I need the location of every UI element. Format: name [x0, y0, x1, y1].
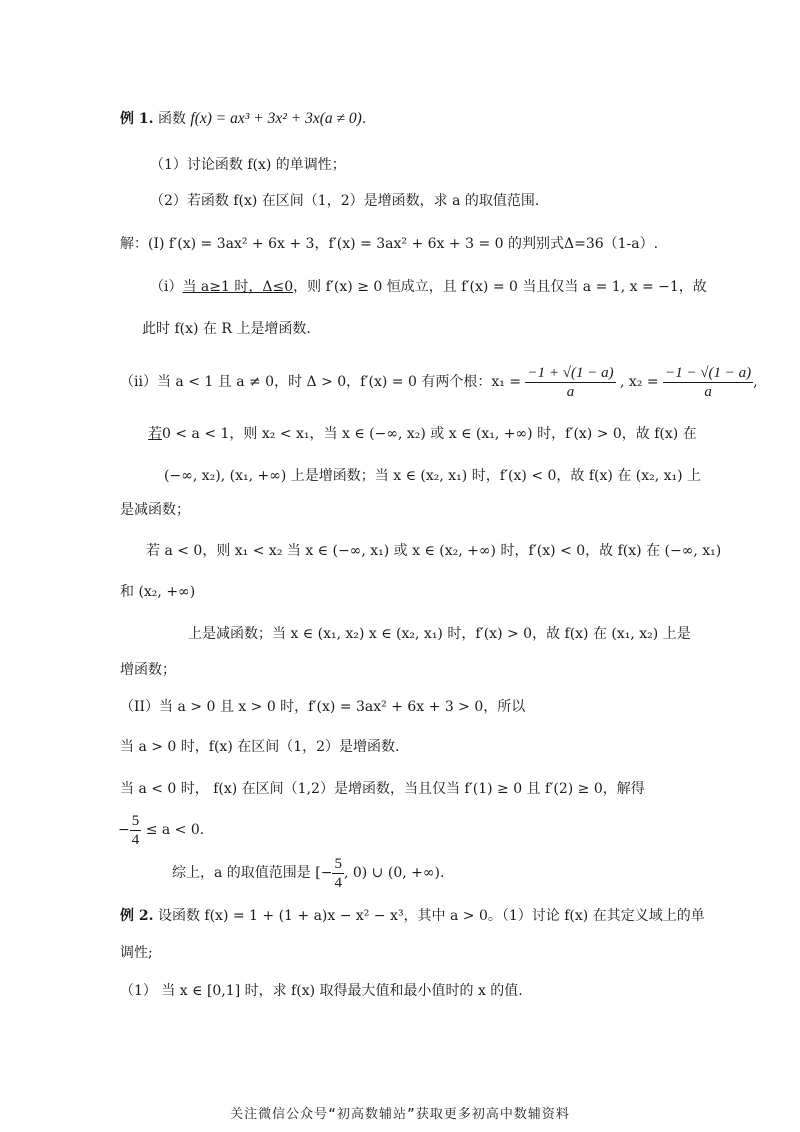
- sol-line-1: 解：(I) f′(x) = 3ax² + 6x + 3，f′(x) = 3ax² + 6x + 3 = 0 的判别式Δ=36（1-a）.: [120, 236, 659, 252]
- range-fraction: $\frac{5}{4}$: [334, 855, 342, 891]
- sol-line-9: 和 (x₂, +∞): [120, 584, 196, 600]
- sol-line-5: 若0 < a < 1，则 x₂ < x₁，当 x ∈ (−∞, x₂) 或 x ∈ (x₁, +∞) 时，f′(x) > 0，故 f(x) 在: [148, 426, 697, 442]
- sol-line-14: 当 a < 0 时， f(x) 在区间（1,2）是增函数，当且仅当 f′(1) ≥ 0 且 f′(2) ≥ 0，解得: [120, 781, 645, 797]
- ex2-q1: （1） 当 x ∈ [0,1] 时，求 f(x) 取得最大值和最小值时的 x 的值.: [120, 983, 523, 999]
- footer-note: 关注微信公众号“初高数辅站”获取更多初高中数辅资料: [230, 1107, 570, 1122]
- sol-line-3: 此时 f(x) 在 R 上是增函数.: [142, 321, 311, 337]
- neg-five-quarters: $\frac{5}{4}$: [131, 812, 140, 848]
- ex1-title: 例 1.: [120, 111, 154, 127]
- ex2-title: 例 2.: [120, 908, 154, 924]
- ex2-statement-cont: 调性;: [120, 945, 153, 961]
- ex1-q1: （1）讨论函数 f(x) 的单调性；: [150, 157, 346, 173]
- sol-line-4: （ii）当 a < 1 且 a ≠ 0，时 Δ > 0，f′(x) = 0 有两个根：x₁ = $\frac{-1 + √(1 - a)}{a}$ , x₂ = $\frac{-1 - √(1 - a)}{a}$ ,: [120, 364, 758, 400]
- sol-line-6: (−∞, x₂), (x₁, +∞) 上是增函数；当 x ∈ (x₂, x₁) 时，f′(x) < 0，故 f(x) 在 (x₂, x₁) 上: [164, 468, 702, 484]
- sol-line-12: （II）当 a > 0 且 x > 0 时，f′(x) = 3ax² + 6x + 3 > 0，所以: [120, 699, 526, 715]
- sol-line-7: 是减函数；: [120, 502, 190, 518]
- x2-fraction: $\frac{-1 - √(1 - a)}{a}$: [665, 364, 752, 400]
- sol-line-2: （i）当 a≥1 时，Δ≤0，则 f′(x) ≥ 0 恒成立，且 f′(x) = 0 当且仅当 a = 1, x = −1，故: [150, 279, 707, 295]
- x1-fraction: $\frac{-1 + √(1 - a)}{a}$: [527, 364, 614, 400]
- ex2-statement: 例 2. 设函数 f(x) = 1 + (1 + a)x − x² − x³，其中 a > 0。（1）讨论 f(x) 在其定义域上的单: [120, 908, 705, 924]
- ex1-q2: （2）若函数 f(x) 在区间（1，2）是增函数，求 a 的取值范围.: [150, 193, 540, 209]
- sol-line-8: 若 a < 0，则 x₁ < x₂ 当 x ∈ (−∞, x₁) 或 x ∈ (x₂, +∞) 时，f′(x) < 0，故 f(x) 在 (−∞, x₁): [146, 543, 722, 559]
- ex1-formula: f(x) = ax³ + 3x² + 3x(a ≠ 0): [190, 110, 362, 127]
- sol-line-15: − $\frac{5}{4}$ ≤ a < 0.: [118, 812, 205, 848]
- sol-line-10: 上是减函数；当 x ∈ (x₁, x₂) x ∈ (x₂, x₁) 时，f′(x) > 0，故 f(x) 在 (x₁, x₂) 上是: [188, 626, 691, 642]
- sol-line-16: 综上，a 的取值范围是 [− $\frac{5}{4}$ , 0) ∪ (0, +∞).: [172, 855, 445, 891]
- sol-line-11: 增函数；: [120, 662, 176, 678]
- sol-line-13: 当 a > 0 时，f(x) 在区间（1，2）是增函数.: [120, 739, 400, 755]
- ex1-statement: 例 1. 函数 f(x) = ax³ + 3x² + 3x(a ≠ 0).: [120, 110, 367, 127]
